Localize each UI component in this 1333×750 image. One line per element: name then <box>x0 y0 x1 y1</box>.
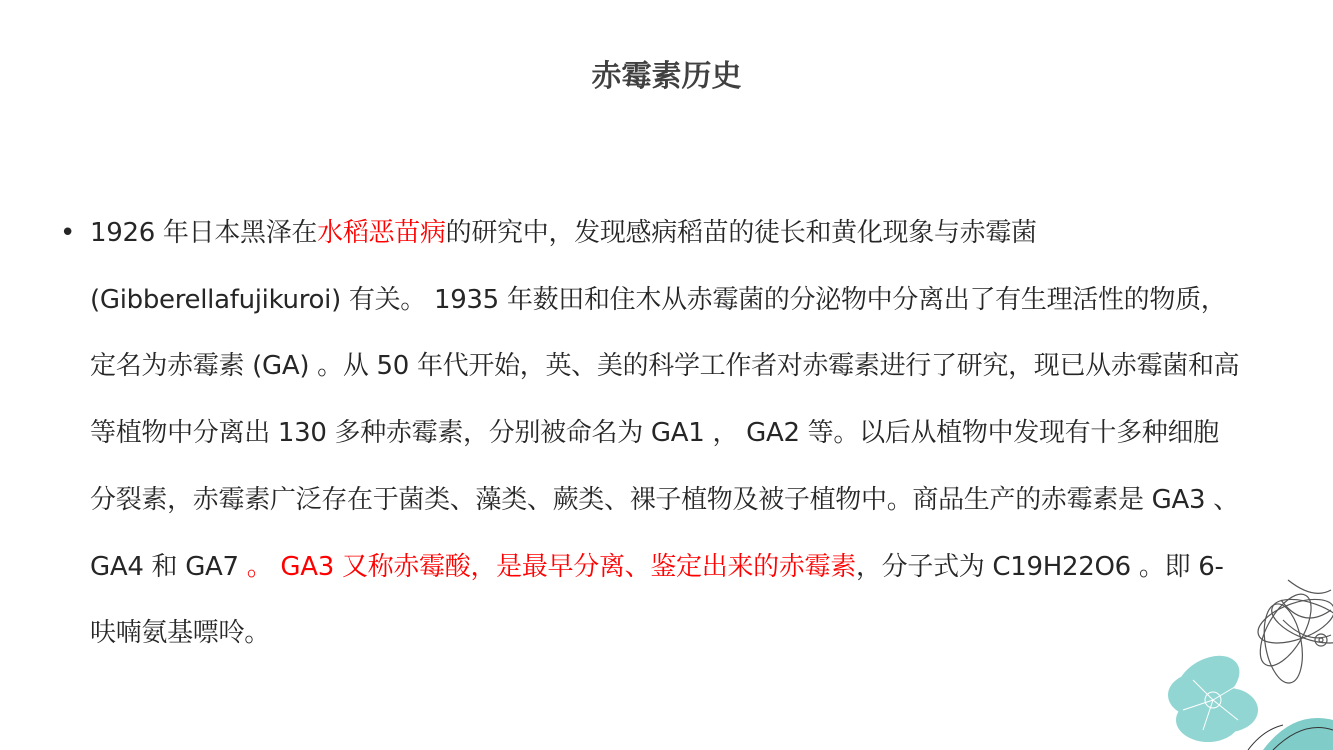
bullet-dot-icon: • <box>60 218 76 248</box>
list-item <box>60 200 1240 667</box>
paragraph-text-3: ，分子式为 C19H22O6 。即 6- 呋喃氨基嘌呤。 <box>90 551 1224 649</box>
content-list <box>60 200 1240 667</box>
flower-decoration-icon <box>1153 560 1333 750</box>
highlight-disease-name: 水稻恶苗病 <box>317 218 446 248</box>
slide-title: 赤霉素历史 <box>591 59 742 94</box>
highlight-ga3-definition: 。 GA3 又称赤霉酸，是最早分离、鉴定出来的赤霉素 <box>246 551 856 582</box>
paragraph-text-1: 1926 年日本黑泽在 <box>90 218 318 248</box>
paragraph-text-2: 的研究中，发现感病稻苗的徒长和黄化现象与赤霉菌 (Gibberellafujikuroi) 有关。 1935 年薮田和住木从赤霉菌的分泌物中分离出了有生理活性的物质，定名为赤霉素 (GA) 。从 50 年代开始，英、美的科学工作者对赤霉素进行了研究，现已从赤霉菌和高等植物中分离出 130 多种赤霉素，分别被命名为 GA1 ， GA2 等。以后从植物中发现有十多种细胞分裂素，赤霉素广泛存在于菌类、藻类、蕨类、裸子植物及被子植物中。商品生产的赤霉素是 GA3 、 GA4 和 GA7 <box>90 218 1240 582</box>
